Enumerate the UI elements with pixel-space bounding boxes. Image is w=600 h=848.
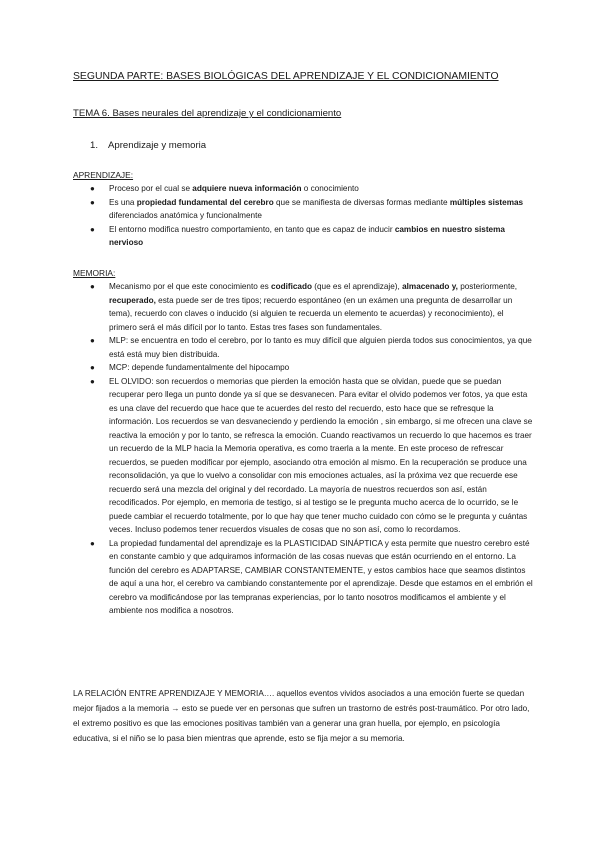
section-heading: TEMA 6. Bases neurales del aprendizaje y el condicionamiento (73, 108, 342, 119)
subsection-heading (90, 140, 206, 151)
relation-paragraph: LA RELACIÓN ENTRE APRENDIZAJE Y MEMORIA…. aquellos eventos vividos asociados a una emoción fuerte se quedan mejor fijados a la memoria → esto se puede ver en personas que sufren un trastorno de estrés post-traumático. Por otro lado, el extremo positivo es que las emociones positivas también van a generar una gran huella, por ejemplo, en psicología educativa, si el niño se lo pasa bien mientras que aprende, esto se fija mejor a su memoria. (73, 689, 530, 743)
memoria-label: MEMORIA: (73, 268, 116, 278)
aprendizaje-list (73, 182, 533, 250)
list-item: ● MLP: se encuentra en todo el cerebro, por lo tanto es muy difícil que alguien pierda todos sus conocimientos, ya que está está muy bien distribuida. (90, 336, 532, 359)
list-item: ● EL OLVIDO: son recuerdos o memorias que pierden la emoción hasta que se olvidan, puede que se puedan recuperar pero llega un punto donde ya sí que se desvanecen. Para evitar el olvido podemos ver fotos, ya que esta es una clave del recuerdo que hace que te acuerdes del resto del recuerdo, esto hace que se refresque la información. Los recuerdos se van desvaneciendo y perdiendo la emoción , sin embargo, si me ofrecen una clave se reactiva la emoción y por lo tanto, se refresca la emoción. Cuando reactivamos un recuerdo lo que hacemos es traer un recuerdo de la MLP hacia la Memoria operativa, es como traerla a la mente. En este proceso de refrescar recuerdos, se pueden modificar por ejemplo, asociando otra emoción al mismo. En la recuperación se produce una reconsolidación, ya que lo vuelvo a consolidar con mis emociones actuales, así la próxima vez que recuerde ese recuerdo será una mezcla del original y del recordado. La mayoría de nuestros recuerdos son así, están recodificados. Por ejemplo, en memoria de testigo, si al testigo se le pregunta mucho acerca de lo ocurrido, se le puede cambiar el recuerdo totalmente, por lo que hay que tener mucho cuidado con cómo se le pregunta y cuántas veces. Incluso podemos tener recuerdos visuales de cosas que no son así, como lo recordamos. (90, 376, 533, 534)
bullet-icon: ● (90, 184, 95, 193)
aprendizaje-label: APRENDIZAJE: (73, 170, 134, 180)
page-title: SEGUNDA PARTE: BASES BIOLÓGICAS DEL APRENDIZAJE Y EL CONDICIONAMIENTO (73, 71, 499, 82)
list-item: ● Proceso por el cual se adquiere nueva información o conocimiento (73, 182, 533, 196)
bullet-icon: ● (90, 336, 95, 345)
bullet-icon: ● (90, 363, 95, 372)
list-item: ● La propiedad fundamental del aprendizaje es la PLASTICIDAD SINÁPTICA y esta permite que nuestro cerebro esté en constante cambio y que adquiramos información de las cosas nuevas que están ocurriendo en el entorno. La función del cerebro es ADAPTARSE, CAMBIAR CONSTANTEMENTE, y estos cambios hace que seamos distintos de aquí a una hor, el cerebro va cambiando constantemente por el aprendizaje. Desde que estamos en el embrión el cerebro va modificándose por las tempranas experiencias, por lo tanto nosotros modificamos el ambiente y el ambiente nos modifica a nosotros. (90, 538, 533, 615)
subsection-number: 1. (90, 140, 99, 151)
bullet-icon: ● (90, 197, 95, 207)
memoria-list (73, 280, 533, 618)
list-item: ● Es una propiedad fundamental del cerebro que se manifiesta de diversas formas mediante múltiples sistemas diferenciados anatómica y funcionalmente (90, 197, 524, 220)
bullet-icon: ● (90, 376, 95, 386)
list-item: ● El entorno modifica nuestro comportamiento, en tanto que es capaz de inducir cambios en nuestro sistema nervioso (90, 224, 505, 247)
subsection-label: Aprendizaje y memoria (108, 140, 207, 151)
bullet-icon: ● (90, 538, 95, 548)
bullet-icon: ● (90, 224, 95, 234)
list-item: ● Mecanismo por el que este conocimiento es codificado (que es el aprendizaje), almacenado y, posteriormente, recuperado, esta puede ser de tres tipos; recuerdo espontáneo (en un exámen una pregunta de desarrollar un tema), recuerdo con claves o inducido (si alguien te recuerda un elemento te acuerdas) y reconocimiento), el primero será el más difícil por lo tanto. Estas tres fases son fundamentales. (90, 282, 518, 332)
bullet-icon: ● (90, 282, 95, 291)
list-item: ● MCP: depende fundamentalmente del hipocampo (73, 361, 533, 375)
